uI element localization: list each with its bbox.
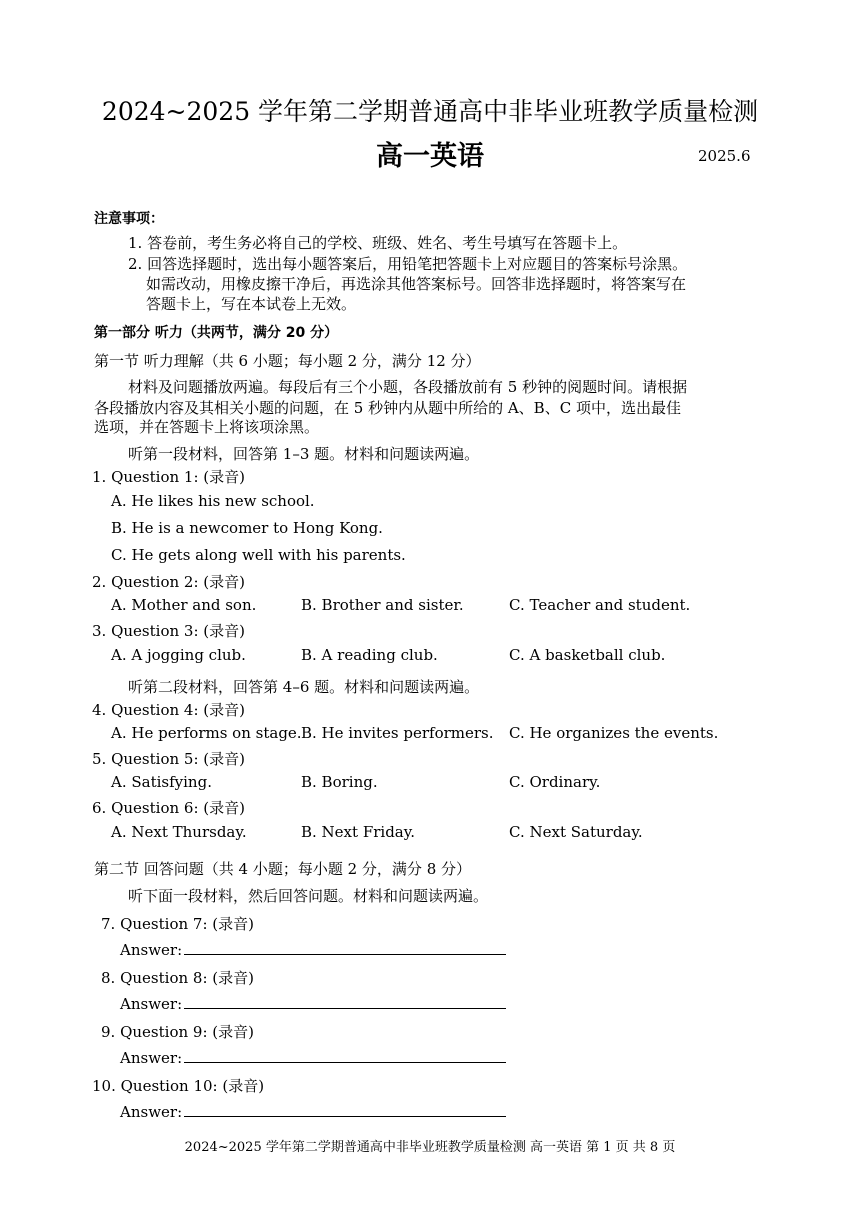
question-5-option-c: C. Ordinary. bbox=[509, 773, 601, 791]
notice-item-1: 1. 答卷前，考生务必将自己的学校、班级、姓名、考生号填写在答题卡上。 bbox=[128, 234, 628, 252]
question-3-option-a: A. A jogging club. bbox=[111, 646, 246, 664]
question-4-stem: 4. Question 4: (录音) bbox=[92, 701, 245, 719]
question-3-option-c: C. A basketball club. bbox=[509, 646, 666, 664]
question-3-option-b: B. A reading club. bbox=[301, 646, 438, 664]
question-4-option-b: B. He invites performers. bbox=[301, 724, 494, 742]
question-6-stem: 6. Question 6: (录音) bbox=[92, 799, 245, 817]
notice-item-2-line-3: 答题卡上，写在本试卷上无效。 bbox=[146, 295, 357, 313]
question-7-answer[interactable] bbox=[120, 941, 506, 959]
exam-title: 2024~2025 学年第二学期普通高中非毕业班教学质量检测 bbox=[101, 97, 759, 126]
question-4-option-a: A. He performs on stage. bbox=[111, 724, 302, 742]
question-1-option-b: B. He is a newcomer to Hong Kong. bbox=[111, 519, 383, 537]
notice-heading: 注意事项： bbox=[94, 211, 164, 227]
question-2-stem: 2. Question 2: (录音) bbox=[92, 573, 245, 591]
question-9-stem: 9. Question 9: (录音) bbox=[101, 1023, 254, 1041]
notice-item-2-line-2: 如需改动，用橡皮擦干净后，再选涂其他答案标号。回答非选择题时，将答案写在 bbox=[146, 275, 687, 293]
section1-heading: 第一节 听力理解（共 6 小题；每小题 2 分，满分 12 分） bbox=[94, 352, 481, 370]
question-4-option-c: C. He organizes the events. bbox=[509, 724, 719, 742]
exam-subject: 高一英语 bbox=[376, 141, 484, 172]
answer-blank[interactable] bbox=[184, 1104, 506, 1117]
question-5-option-a: A. Satisfying. bbox=[111, 773, 212, 791]
answer-blank[interactable] bbox=[184, 1050, 506, 1063]
question-6-option-c: C. Next Saturday. bbox=[509, 823, 643, 841]
section1-intro-line-3: 选项，并在答题卡上将该项涂黑。 bbox=[94, 418, 320, 436]
notice-item-2-line-1: 2. 回答选择题时，选出每小题答案后，用铅笔把答题卡上对应题目的答案标号涂黑。 bbox=[128, 255, 688, 273]
answer-label: Answer: bbox=[120, 941, 183, 959]
section1-intro-line-1: 材料及问题播放两遍。每段后有三个小题，各段播放前有 5 秒钟的阅题时间。请根据 bbox=[128, 378, 688, 396]
page-footer: 2024~2025 学年第二学期普通高中非毕业班教学质量检测 高一英语 第 1 页 共 8 页 bbox=[184, 1140, 676, 1155]
question-8-answer[interactable] bbox=[120, 995, 506, 1013]
question-10-answer[interactable] bbox=[120, 1103, 506, 1121]
material-1-instruction: 听第一段材料，回答第 1–3 题。材料和问题读两遍。 bbox=[128, 445, 480, 463]
section2-heading: 第二节 回答问题（共 4 小题；每小题 2 分，满分 8 分） bbox=[94, 860, 472, 878]
answer-label: Answer: bbox=[120, 995, 183, 1013]
question-2-option-b: B. Brother and sister. bbox=[301, 596, 464, 614]
question-1-option-a: A. He likes his new school. bbox=[111, 492, 315, 510]
exam-date: 2025.6 bbox=[698, 147, 751, 165]
section2-intro: 听下面一段材料，然后回答问题。材料和问题读两遍。 bbox=[128, 887, 489, 905]
question-10-stem: 10. Question 10: (录音) bbox=[92, 1077, 265, 1095]
question-3-stem: 3. Question 3: (录音) bbox=[92, 622, 245, 640]
question-2-option-a: A. Mother and son. bbox=[111, 596, 257, 614]
question-5-option-b: B. Boring. bbox=[301, 773, 378, 791]
section1-intro-line-2: 各段播放内容及其相关小题的问题，在 5 秒钟内从题中所给的 A、B、C 项中，选出最佳 bbox=[94, 399, 681, 417]
answer-label: Answer: bbox=[120, 1103, 183, 1121]
answer-label: Answer: bbox=[120, 1049, 183, 1067]
question-7-stem: 7. Question 7: (录音) bbox=[101, 915, 254, 933]
question-2-option-c: C. Teacher and student. bbox=[509, 596, 691, 614]
question-5-stem: 5. Question 5: (录音) bbox=[92, 750, 245, 768]
question-6-option-b: B. Next Friday. bbox=[301, 823, 415, 841]
question-1-option-c: C. He gets along well with his parents. bbox=[111, 546, 406, 564]
material-2-instruction: 听第二段材料，回答第 4–6 题。材料和问题读两遍。 bbox=[128, 678, 480, 696]
part1-heading: 第一部分 听力（共两节，满分 20 分） bbox=[94, 325, 339, 341]
question-8-stem: 8. Question 8: (录音) bbox=[101, 969, 254, 987]
question-9-answer[interactable] bbox=[120, 1049, 506, 1067]
question-6-option-a: A. Next Thursday. bbox=[111, 823, 247, 841]
question-1-stem: 1. Question 1: (录音) bbox=[92, 468, 245, 486]
answer-blank[interactable] bbox=[184, 942, 506, 955]
answer-blank[interactable] bbox=[184, 996, 506, 1009]
